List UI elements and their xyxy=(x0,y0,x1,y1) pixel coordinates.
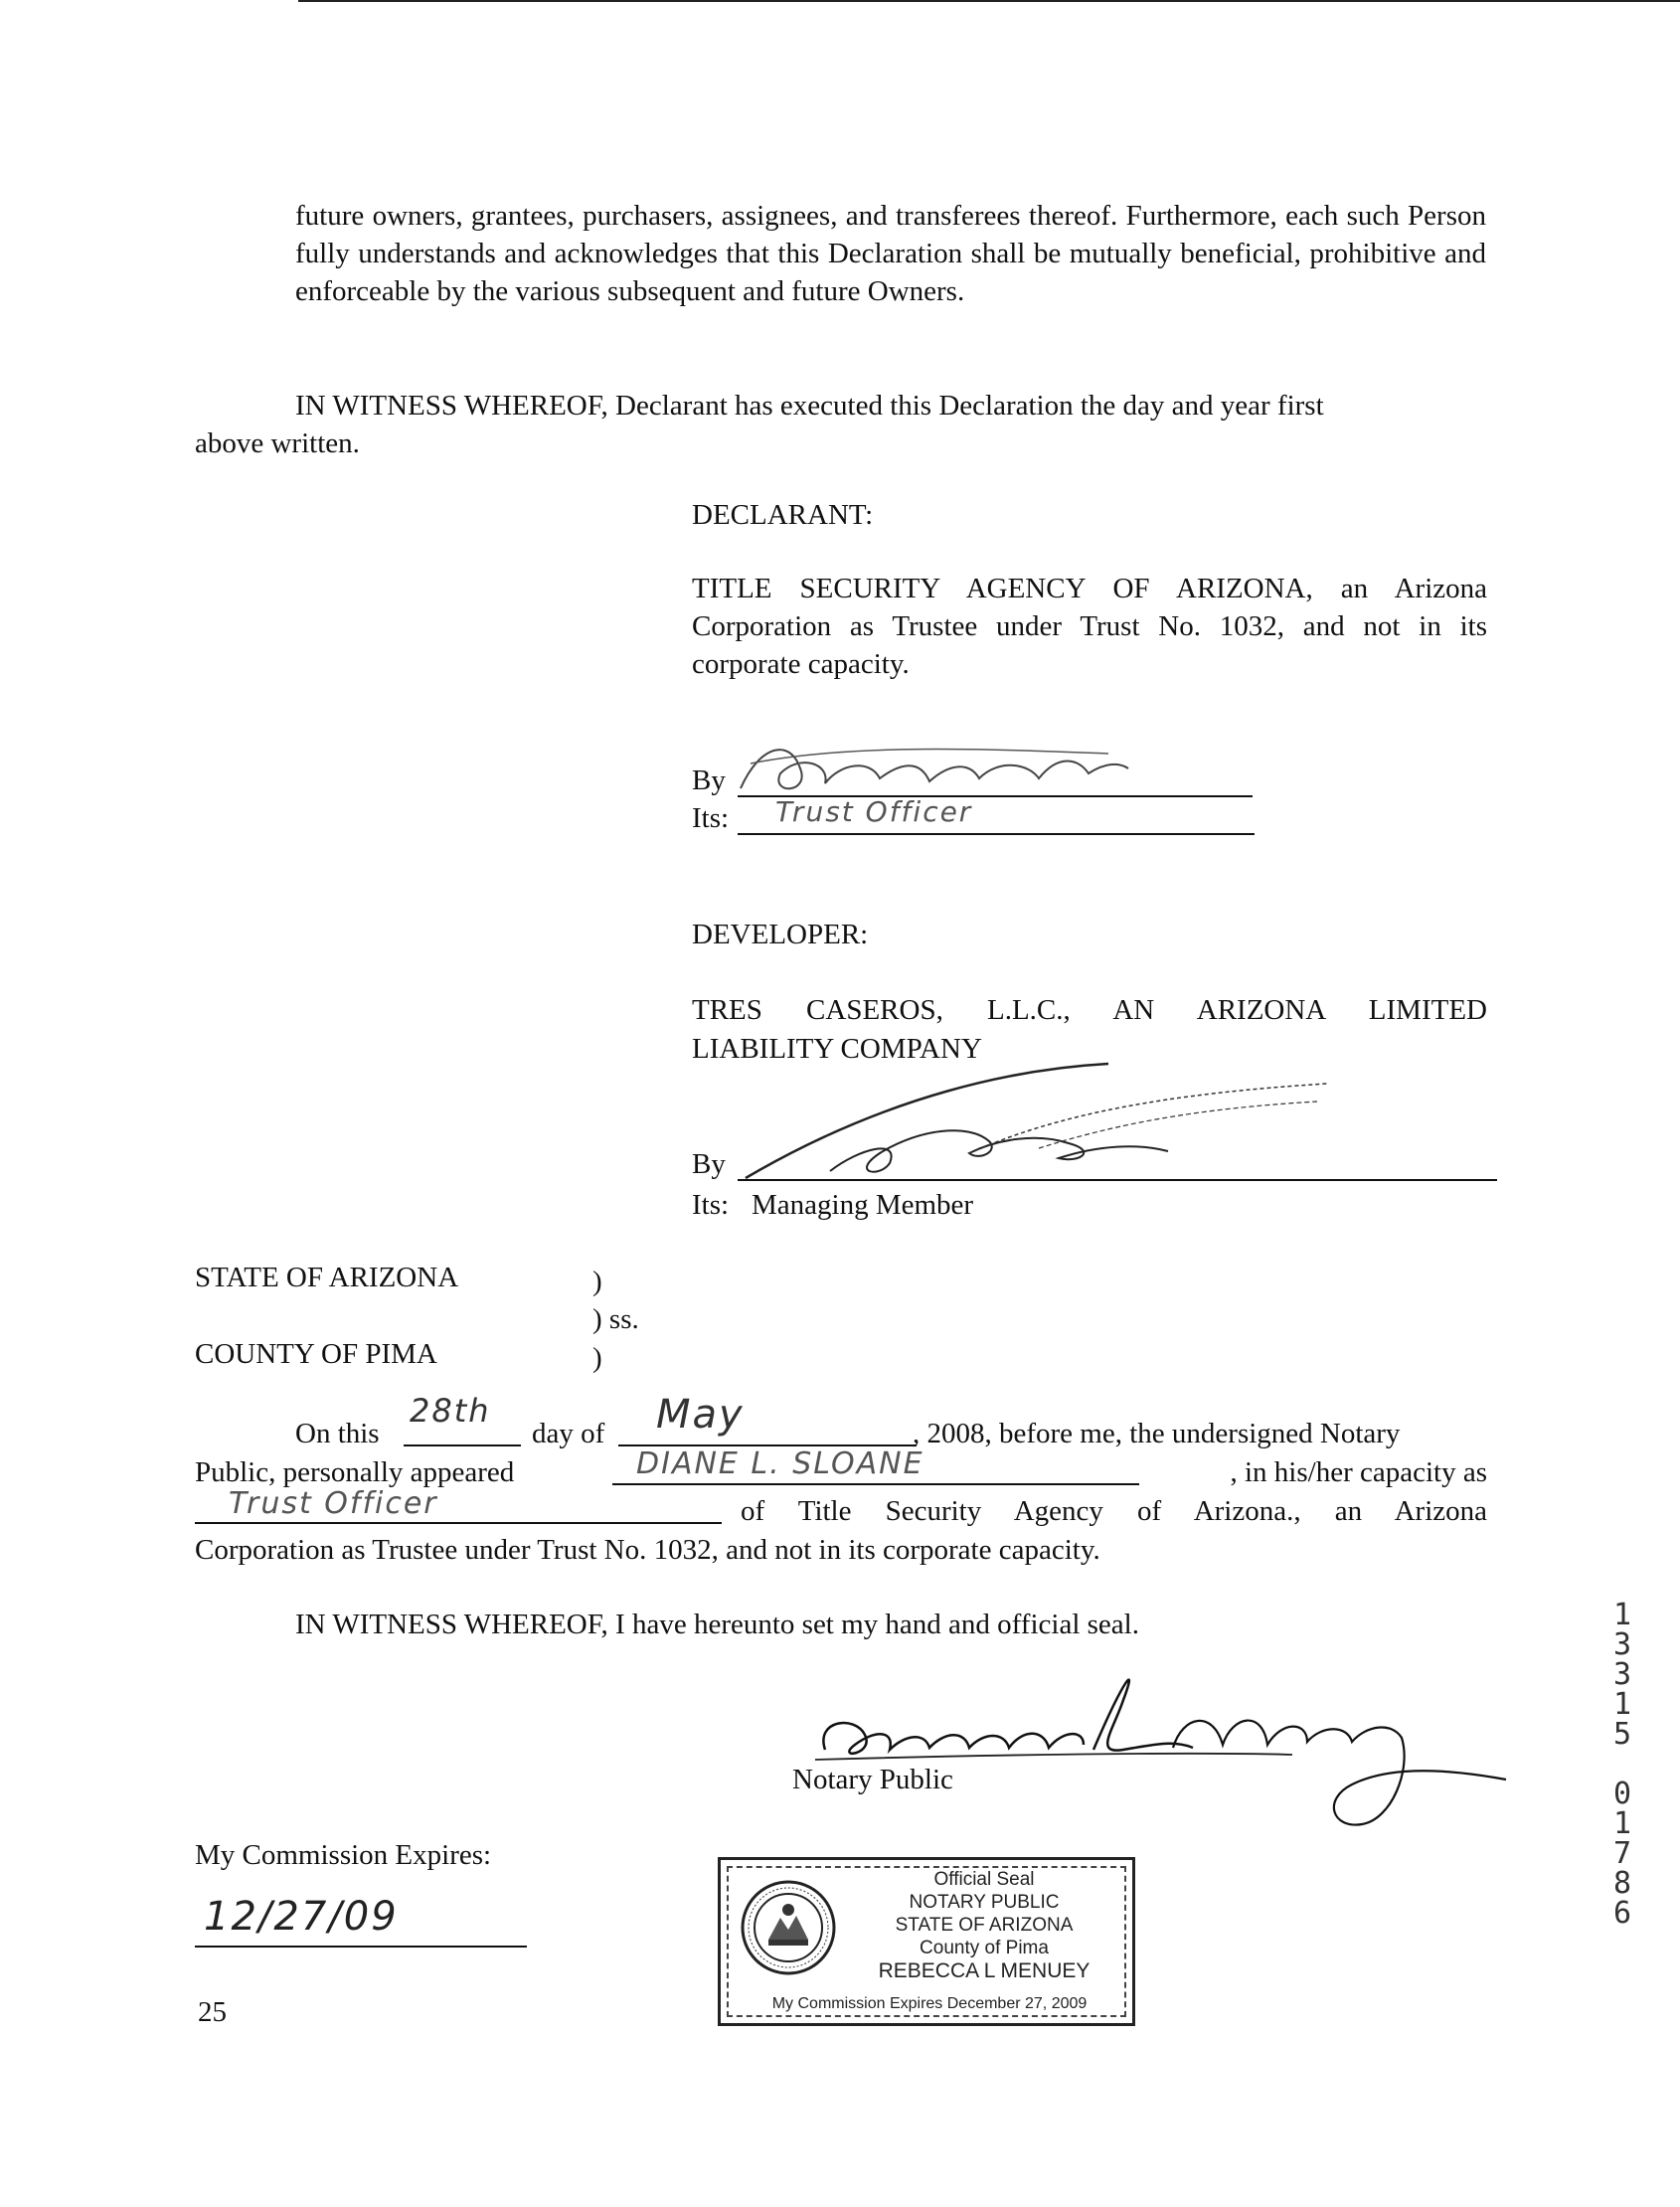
recording-number-char: 1 xyxy=(1612,1687,1632,1722)
ack-rest-line1: , 2008, before me, the undersigned Notary xyxy=(913,1418,1401,1449)
witness-seal-statement: IN WITNESS WHEREOF, I have hereunto set my hand and official seal. xyxy=(295,1609,1139,1640)
witness-intro-line2: above written. xyxy=(195,427,360,459)
commission-label: My Commission Expires: xyxy=(195,1839,492,1871)
ack-on-this: On this xyxy=(295,1418,380,1449)
ack-name-handwritten: DIANE L. SLOANE xyxy=(636,1446,924,1481)
ack-month-handwritten: May xyxy=(656,1392,745,1438)
ack-day-of: day of xyxy=(532,1418,605,1449)
ack-name-line xyxy=(612,1483,1139,1485)
notary-public-label: Notary Public xyxy=(792,1764,953,1795)
recording-number-char xyxy=(1602,1750,1642,1780)
developer-its-label: Its: xyxy=(692,1189,730,1221)
commission-line xyxy=(195,1946,527,1948)
ack-title-line xyxy=(195,1522,722,1524)
developer-heading: DEVELOPER: xyxy=(692,919,869,950)
stamp-line-name: REBECCA L MENUEY xyxy=(878,1959,1091,1982)
developer-by-label: By xyxy=(692,1148,726,1180)
developer-its-value: Managing Member xyxy=(752,1189,974,1221)
recording-number-char: 3 xyxy=(1612,1657,1632,1692)
declarant-signature xyxy=(731,734,1168,803)
ack-day-line xyxy=(404,1444,521,1446)
stamp-line-county: County of Pima xyxy=(920,1938,1049,1958)
developer-signature xyxy=(741,1054,1337,1183)
top-border-line xyxy=(298,0,1680,2)
stamp-line-notary-public: NOTARY PUBLIC xyxy=(909,1892,1060,1913)
declarant-heading: DECLARANT: xyxy=(692,499,874,531)
stamp-line-commission: My Commission Expires December 27, 2009 xyxy=(771,1995,1088,2012)
recording-number-char: 0 xyxy=(1612,1777,1632,1811)
recording-number xyxy=(1602,1598,1642,1931)
recording-number-char: 1 xyxy=(1612,1598,1632,1632)
venue-paren-1: ) xyxy=(592,1266,602,1297)
venue-state: STATE OF ARIZONA xyxy=(195,1262,459,1293)
page-number: 25 xyxy=(198,1996,227,2028)
ack-public-appeared: Public, personally appeared xyxy=(195,1456,515,1488)
ack-line4: Corporation as Trustee under Trust No. 1032, and not in its corporate capacity. xyxy=(195,1534,1100,1566)
declarant-its-handwritten: Trust Officer xyxy=(775,795,973,828)
stamp-line-official-seal: Official Seal xyxy=(933,1869,1035,1890)
recording-number-char: 7 xyxy=(1612,1836,1632,1871)
recording-number-char: 6 xyxy=(1612,1896,1632,1931)
recording-number-char: 1 xyxy=(1612,1806,1632,1841)
venue-paren-ss: ) ss. xyxy=(592,1303,639,1335)
declarant-its-line xyxy=(738,833,1255,835)
arizona-seal-icon xyxy=(739,1878,838,1977)
developer-body-line2: LIABILITY COMPANY xyxy=(692,1033,982,1065)
declarant-its-label: Its: xyxy=(692,802,730,834)
developer-by-line xyxy=(738,1179,1497,1181)
developer-body-line1: TRES CASEROS, L.L.C., AN ARIZONA LIMITED xyxy=(692,994,1487,1026)
venue-county: COUNTY OF PIMA xyxy=(195,1338,437,1370)
stamp-line-state: STATE OF ARIZONA xyxy=(895,1915,1074,1936)
declarant-by-label: By xyxy=(692,764,726,796)
ack-title-handwritten: Trust Officer xyxy=(229,1486,438,1521)
witness-intro-line1: IN WITNESS WHEREOF, Declarant has executed this Declaration the day and year first xyxy=(295,390,1324,422)
venue-paren-3: ) xyxy=(592,1342,602,1374)
recording-number-char: 8 xyxy=(1612,1866,1632,1901)
ack-capacity: , in his/her capacity as xyxy=(1230,1456,1487,1488)
notary-signature xyxy=(795,1660,1511,1839)
notary-seal-stamp xyxy=(718,1857,1135,2026)
declarant-body: TITLE SECURITY AGENCY OF ARIZONA, an Arizona Corporation as Trustee under Trust No. 1032, and not in its corporate capacity. xyxy=(692,573,1487,680)
paragraph-owners: future owners, grantees, purchasers, assignees, and transferees thereof. Furthermore, each such Person fully understands and acknowledges that this Declaration shall be mutually beneficial, prohibitive and enforceable by the various subsequent and future Owners. xyxy=(295,200,1486,307)
ack-day-handwritten: 28th xyxy=(410,1392,491,1430)
ack-of-title: of Title Security Agency of Arizona., an Arizona xyxy=(741,1495,1487,1527)
recording-number-char: 3 xyxy=(1612,1627,1632,1662)
recording-number-char: 5 xyxy=(1612,1717,1632,1752)
stamp-text-block xyxy=(850,1868,1118,1982)
commission-date-handwritten: 12/27/09 xyxy=(204,1894,399,1940)
